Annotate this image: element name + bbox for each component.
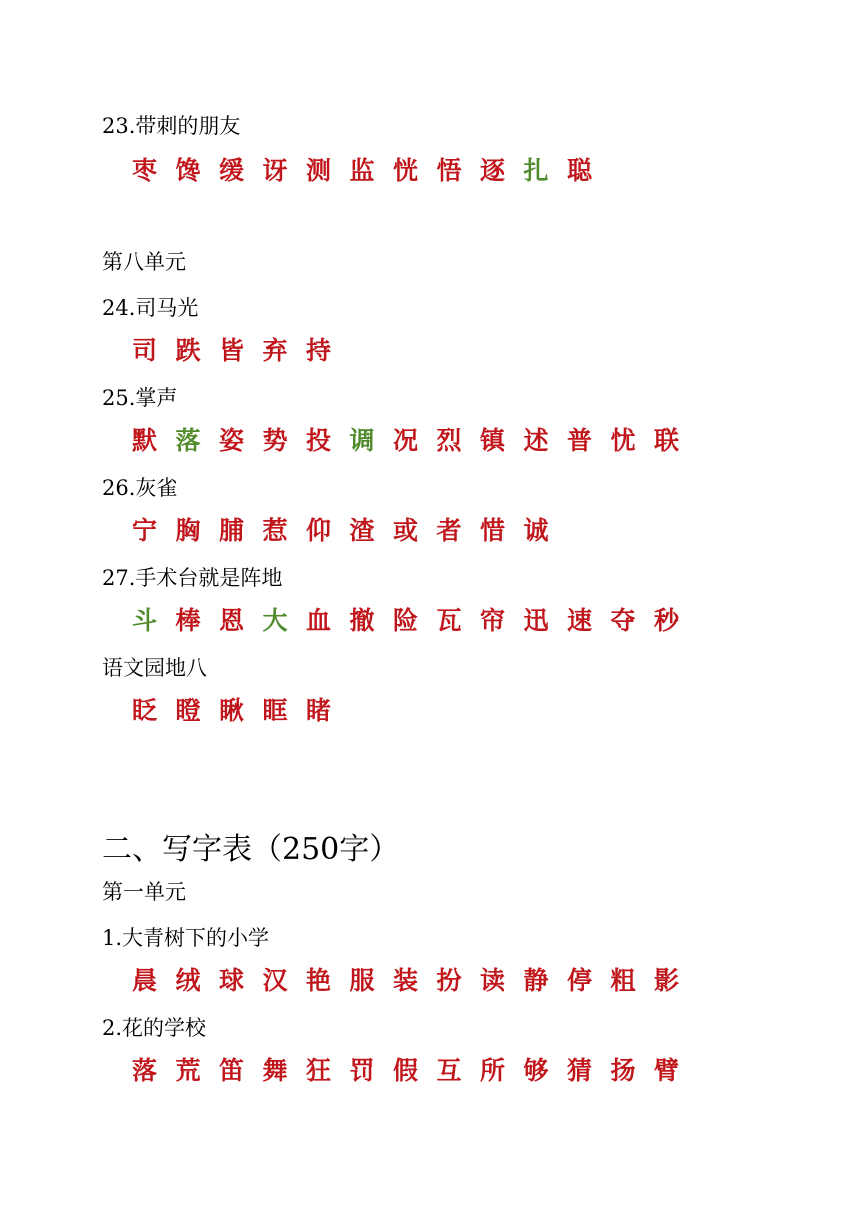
character: 装 — [393, 966, 419, 995]
character: 势 — [262, 426, 288, 455]
character: 大 — [262, 606, 288, 635]
character: 馋 — [175, 156, 201, 185]
character: 测 — [306, 156, 332, 185]
character: 撤 — [349, 606, 375, 635]
character: 猜 — [567, 1056, 593, 1085]
character: 粗 — [610, 966, 636, 995]
character: 司 — [132, 336, 158, 365]
character: 眨 — [132, 696, 158, 725]
character: 或 — [393, 516, 419, 545]
character: 投 — [306, 426, 332, 455]
character-row — [132, 424, 698, 458]
character: 普 — [567, 426, 593, 455]
section-heading: 二、写字表（250字） — [102, 832, 400, 867]
character: 臂 — [654, 1056, 680, 1085]
lesson-title: 27.手术台就是阵地 — [102, 566, 283, 590]
lesson-title: 语文园地八 — [102, 656, 207, 680]
lesson-title: 25.掌声 — [102, 386, 178, 410]
character: 仰 — [306, 516, 332, 545]
character: 恩 — [219, 606, 245, 635]
character: 血 — [306, 606, 332, 635]
character: 皆 — [219, 336, 245, 365]
character: 惜 — [480, 516, 506, 545]
character: 默 — [132, 426, 158, 455]
character: 扮 — [436, 966, 462, 995]
character: 互 — [436, 1056, 462, 1085]
character: 荒 — [175, 1056, 201, 1085]
character: 所 — [480, 1056, 506, 1085]
character: 枣 — [132, 156, 158, 185]
character: 烈 — [436, 426, 462, 455]
character: 夺 — [610, 606, 636, 635]
character: 脯 — [219, 516, 245, 545]
character: 联 — [654, 426, 680, 455]
character: 罚 — [349, 1056, 375, 1085]
character: 睹 — [306, 696, 332, 725]
lesson-title: 23.带刺的朋友 — [102, 114, 241, 138]
character: 静 — [523, 966, 549, 995]
character: 迅 — [523, 606, 549, 635]
character: 够 — [523, 1056, 549, 1085]
character: 眶 — [262, 696, 288, 725]
character: 渣 — [349, 516, 375, 545]
character: 汉 — [262, 966, 288, 995]
character: 述 — [523, 426, 549, 455]
character: 假 — [393, 1056, 419, 1085]
character: 球 — [219, 966, 245, 995]
character: 调 — [349, 426, 375, 455]
character: 险 — [393, 606, 419, 635]
character-row — [132, 964, 698, 998]
unit-heading: 第一单元 — [102, 880, 186, 904]
character: 影 — [654, 966, 680, 995]
character: 聪 — [567, 156, 593, 185]
lesson-title: 2.花的学校 — [102, 1016, 207, 1040]
character: 绒 — [175, 966, 201, 995]
character: 跌 — [175, 336, 201, 365]
character: 狂 — [306, 1056, 332, 1085]
character: 弃 — [262, 336, 288, 365]
character: 扎 — [523, 156, 549, 185]
character: 镇 — [480, 426, 506, 455]
character: 逐 — [480, 156, 506, 185]
character: 速 — [567, 606, 593, 635]
character: 停 — [567, 966, 593, 995]
character: 讶 — [262, 156, 288, 185]
character: 瞪 — [175, 696, 201, 725]
character: 斗 — [132, 606, 158, 635]
character: 诚 — [523, 516, 549, 545]
character: 持 — [306, 336, 332, 365]
character: 晨 — [132, 966, 158, 995]
character: 棒 — [175, 606, 201, 635]
character-row — [132, 514, 567, 548]
character: 秒 — [654, 606, 680, 635]
character: 服 — [349, 966, 375, 995]
character: 姿 — [219, 426, 245, 455]
character: 惹 — [262, 516, 288, 545]
unit-heading: 第八单元 — [102, 250, 186, 274]
character: 扬 — [610, 1056, 636, 1085]
character-row — [132, 154, 611, 188]
lesson-title: 1.大青树下的小学 — [102, 926, 270, 950]
character: 宁 — [132, 516, 158, 545]
character: 瓦 — [436, 606, 462, 635]
character-row — [132, 1054, 698, 1088]
character: 帘 — [480, 606, 506, 635]
character: 艳 — [306, 966, 332, 995]
character: 忧 — [610, 426, 636, 455]
character-row — [132, 694, 350, 728]
character: 落 — [132, 1056, 158, 1085]
character-row — [132, 604, 698, 638]
lesson-title: 24.司马光 — [102, 296, 199, 320]
character: 监 — [349, 156, 375, 185]
character: 笛 — [219, 1056, 245, 1085]
character: 缓 — [219, 156, 245, 185]
character: 恍 — [393, 156, 419, 185]
character: 落 — [175, 426, 201, 455]
character: 读 — [480, 966, 506, 995]
character: 舞 — [262, 1056, 288, 1085]
character: 胸 — [175, 516, 201, 545]
character: 者 — [436, 516, 462, 545]
character: 悟 — [436, 156, 462, 185]
character: 瞅 — [219, 696, 245, 725]
character-row — [132, 334, 350, 368]
character: 况 — [393, 426, 419, 455]
lesson-title: 26.灰雀 — [102, 476, 178, 500]
